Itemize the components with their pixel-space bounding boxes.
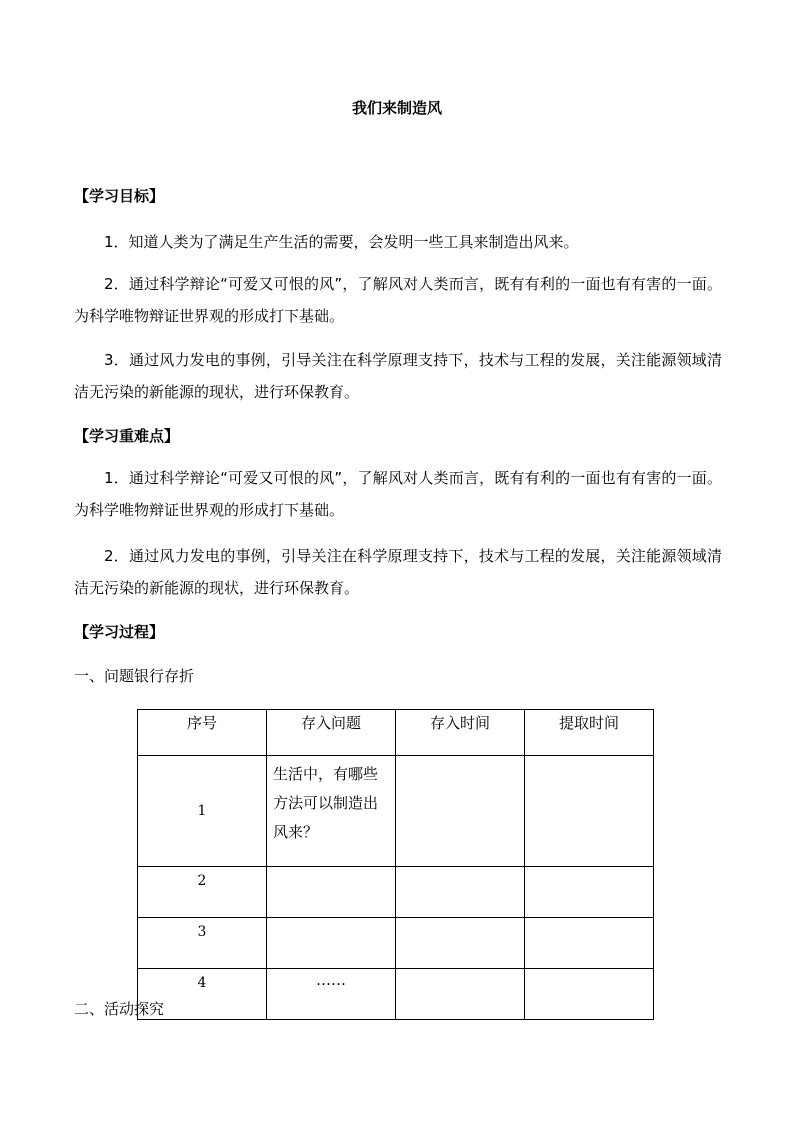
question-cell: [267, 867, 396, 918]
table-header-cell: 序号: [138, 710, 267, 756]
subsection-activity: 二、活动探究: [74, 1000, 165, 1018]
question-bank-table: [137, 709, 654, 1020]
section-heading-process: 【学习过程】: [74, 623, 165, 641]
question-cell: ……: [267, 969, 396, 1020]
table-header-cell: 存入时间: [396, 710, 525, 756]
table-row: [138, 756, 654, 867]
goal-item-1: 1．知道人类为了满足生产生活的需要，会发明一些工具来制造出风来。: [104, 233, 579, 251]
deposit-time-cell: [396, 918, 525, 969]
table-row: [138, 918, 654, 969]
table-header-cell: 存入问题: [267, 710, 396, 756]
key-point-item-1: 1．通过科学辩论“可爱又可恨的风”，了解风对人类而言，既有有利的一面也有有害的一面。为科学唯物辩证世界观的形成打下基础。: [74, 469, 722, 519]
table-row: [138, 969, 654, 1020]
section-heading-key-points: 【学习重难点】: [74, 427, 180, 445]
deposit-time-cell: [396, 756, 525, 867]
goal-item-3: 3．通过风力发电的事例，引导关注在科学原理支持下，技术与工程的发展，关注能源领域清洁无污染的新能源的现状，进行环保教育。: [74, 351, 722, 401]
subsection-question-bank: 一、问题银行存折: [74, 667, 195, 685]
table-header-cell: 提取时间: [525, 710, 654, 756]
row-number-cell: 3: [138, 918, 267, 969]
question-cell: [267, 918, 396, 969]
deposit-time-cell: [396, 969, 525, 1020]
document-title: 我们来制造风: [351, 99, 442, 117]
withdraw-time-cell: [525, 918, 654, 969]
question-cell: 生活中，有哪些方法可以制造出风来？: [267, 756, 396, 867]
withdraw-time-cell: [525, 867, 654, 918]
row-number-cell: 4: [138, 969, 267, 1020]
table-row: [138, 867, 654, 918]
section-heading-goals: 【学习目标】: [74, 187, 165, 205]
row-number-cell: 2: [138, 867, 267, 918]
withdraw-time-cell: [525, 969, 654, 1020]
withdraw-time-cell: [525, 756, 654, 867]
deposit-time-cell: [396, 867, 525, 918]
key-point-item-2: 2．通过风力发电的事例，引导关注在科学原理支持下，技术与工程的发展，关注能源领域清洁无污染的新能源的现状，进行环保教育。: [74, 547, 722, 597]
row-number-cell: 1: [138, 756, 267, 867]
table-header-row: [138, 710, 654, 756]
goal-item-2: 2．通过科学辩论“可爱又可恨的风”，了解风对人类而言，既有有利的一面也有有害的一面。为科学唯物辩证世界观的形成打下基础。: [74, 275, 722, 325]
